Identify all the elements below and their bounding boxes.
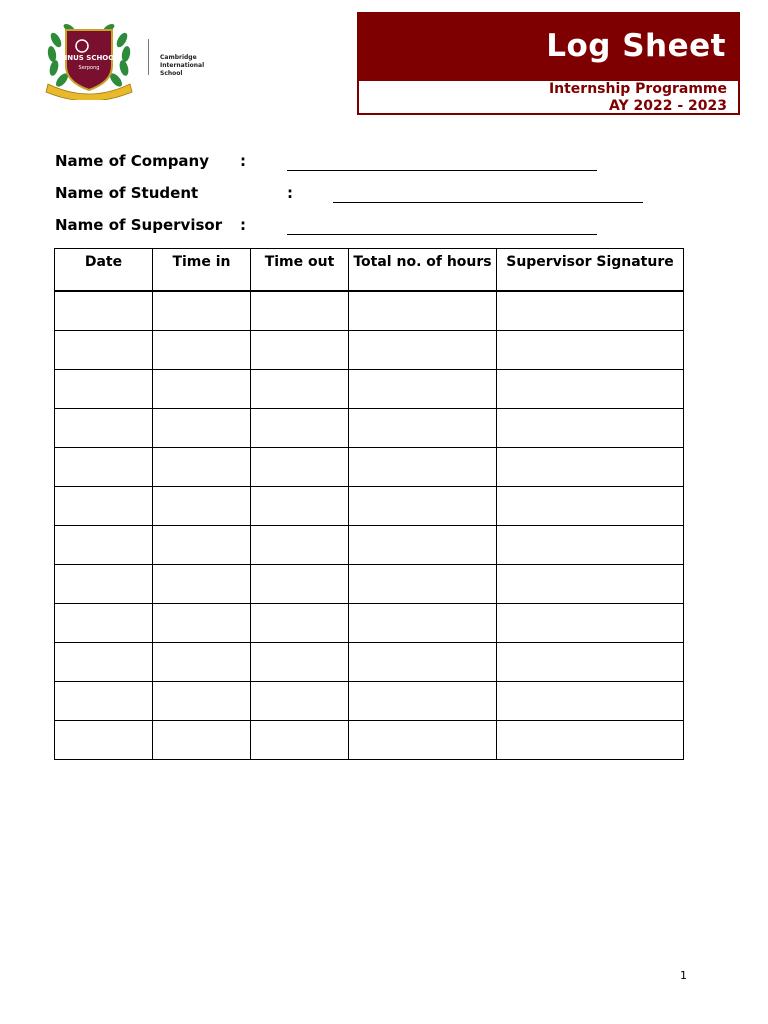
student-colon: :: [287, 184, 293, 202]
cell-time-out[interactable]: [251, 603, 349, 642]
cell-total-hours[interactable]: [349, 603, 497, 642]
company-field[interactable]: [287, 170, 597, 171]
cell-supervisor-signature[interactable]: [497, 447, 684, 486]
student-label: Name of Student: [55, 184, 199, 202]
cell-total-hours[interactable]: [349, 369, 497, 408]
cell-total-hours[interactable]: [349, 681, 497, 720]
school-logo: [44, 20, 214, 100]
cell-time-out[interactable]: [251, 369, 349, 408]
student-field[interactable]: [333, 202, 643, 203]
table-row: [55, 564, 684, 603]
cell-time-in[interactable]: [153, 681, 251, 720]
cell-supervisor-signature[interactable]: [497, 291, 684, 331]
log-table: [54, 248, 684, 760]
supervisor-label: Name of Supervisor: [55, 216, 223, 234]
cell-time-out[interactable]: [251, 447, 349, 486]
cell-time-in[interactable]: [153, 564, 251, 603]
column-header-date: Date: [55, 249, 153, 291]
cell-time-out[interactable]: [251, 291, 349, 331]
cell-time-in[interactable]: [153, 525, 251, 564]
cell-supervisor-signature[interactable]: [497, 642, 684, 681]
table-header-row: [55, 249, 684, 291]
cell-time-in[interactable]: [153, 603, 251, 642]
table-row: [55, 603, 684, 642]
cell-date[interactable]: [55, 291, 153, 331]
cell-total-hours[interactable]: [349, 720, 497, 759]
logo-school-name: BINUS SCHOOL: [59, 54, 119, 62]
cell-time-in[interactable]: [153, 720, 251, 759]
page-number: 1: [680, 969, 687, 982]
table-row: [55, 681, 684, 720]
logo-caption-line1: Cambridge: [160, 54, 197, 61]
cell-date[interactable]: [55, 603, 153, 642]
logo-caption-line3: School: [160, 70, 183, 77]
cell-time-in[interactable]: [153, 369, 251, 408]
cell-supervisor-signature[interactable]: [497, 525, 684, 564]
company-label: Name of Company: [55, 152, 210, 170]
cell-time-in[interactable]: [153, 408, 251, 447]
column-header-supervisor-signature: Supervisor Signature: [497, 249, 684, 291]
logo-divider: [148, 39, 149, 75]
cell-total-hours[interactable]: [349, 642, 497, 681]
cell-time-out[interactable]: [251, 681, 349, 720]
cell-total-hours[interactable]: [349, 408, 497, 447]
cell-time-out[interactable]: [251, 408, 349, 447]
supervisor-colon: :: [240, 216, 246, 234]
school-crest-icon: [44, 20, 144, 100]
cell-time-in[interactable]: [153, 642, 251, 681]
cell-supervisor-signature[interactable]: [497, 486, 684, 525]
cell-date[interactable]: [55, 408, 153, 447]
cell-time-out[interactable]: [251, 564, 349, 603]
cell-total-hours[interactable]: [349, 291, 497, 331]
cell-total-hours[interactable]: [349, 330, 497, 369]
table-row: [55, 720, 684, 759]
cell-date[interactable]: [55, 486, 153, 525]
cell-supervisor-signature[interactable]: [497, 564, 684, 603]
logo-caption-line2: International: [160, 62, 205, 69]
cell-date[interactable]: [55, 369, 153, 408]
cell-date[interactable]: [55, 447, 153, 486]
cell-time-in[interactable]: [153, 330, 251, 369]
cell-supervisor-signature[interactable]: [497, 681, 684, 720]
cell-date[interactable]: [55, 564, 153, 603]
cell-time-out[interactable]: [251, 642, 349, 681]
table-row: [55, 408, 684, 447]
table-row: [55, 447, 684, 486]
cell-time-in[interactable]: [153, 486, 251, 525]
cell-time-in[interactable]: [153, 447, 251, 486]
cell-date[interactable]: [55, 642, 153, 681]
column-header-total-hours: Total no. of hours: [349, 249, 497, 291]
cell-supervisor-signature[interactable]: [497, 330, 684, 369]
cell-time-out[interactable]: [251, 486, 349, 525]
cell-total-hours[interactable]: [349, 486, 497, 525]
table-row: [55, 369, 684, 408]
cell-time-out[interactable]: [251, 330, 349, 369]
header-box: [357, 12, 740, 115]
cell-supervisor-signature[interactable]: [497, 603, 684, 642]
table-row: [55, 642, 684, 681]
header-subtitle-year: AY 2022 - 2023: [609, 98, 727, 114]
cell-time-in[interactable]: [153, 291, 251, 331]
cell-date[interactable]: [55, 681, 153, 720]
cell-total-hours[interactable]: [349, 525, 497, 564]
table-row: [55, 486, 684, 525]
table-body: [55, 291, 684, 760]
logo-caption: [160, 54, 204, 78]
page-title: Log Sheet: [546, 28, 726, 64]
table-row: [55, 291, 684, 331]
column-header-time-out: Time out: [251, 249, 349, 291]
cell-date[interactable]: [55, 720, 153, 759]
cell-supervisor-signature[interactable]: [497, 369, 684, 408]
cell-time-out[interactable]: [251, 720, 349, 759]
cell-supervisor-signature[interactable]: [497, 408, 684, 447]
logo-campus: Serpong: [78, 65, 100, 71]
cell-time-out[interactable]: [251, 525, 349, 564]
cell-date[interactable]: [55, 525, 153, 564]
column-header-time-in: Time in: [153, 249, 251, 291]
cell-supervisor-signature[interactable]: [497, 720, 684, 759]
company-colon: :: [240, 152, 246, 170]
table-row: [55, 330, 684, 369]
table-row: [55, 525, 684, 564]
header-title-bar: [359, 14, 738, 81]
supervisor-field[interactable]: [287, 234, 597, 235]
cell-total-hours[interactable]: [349, 564, 497, 603]
cell-date[interactable]: [55, 330, 153, 369]
header-subtitle-programme: Internship Programme: [548, 81, 727, 97]
cell-total-hours[interactable]: [349, 447, 497, 486]
